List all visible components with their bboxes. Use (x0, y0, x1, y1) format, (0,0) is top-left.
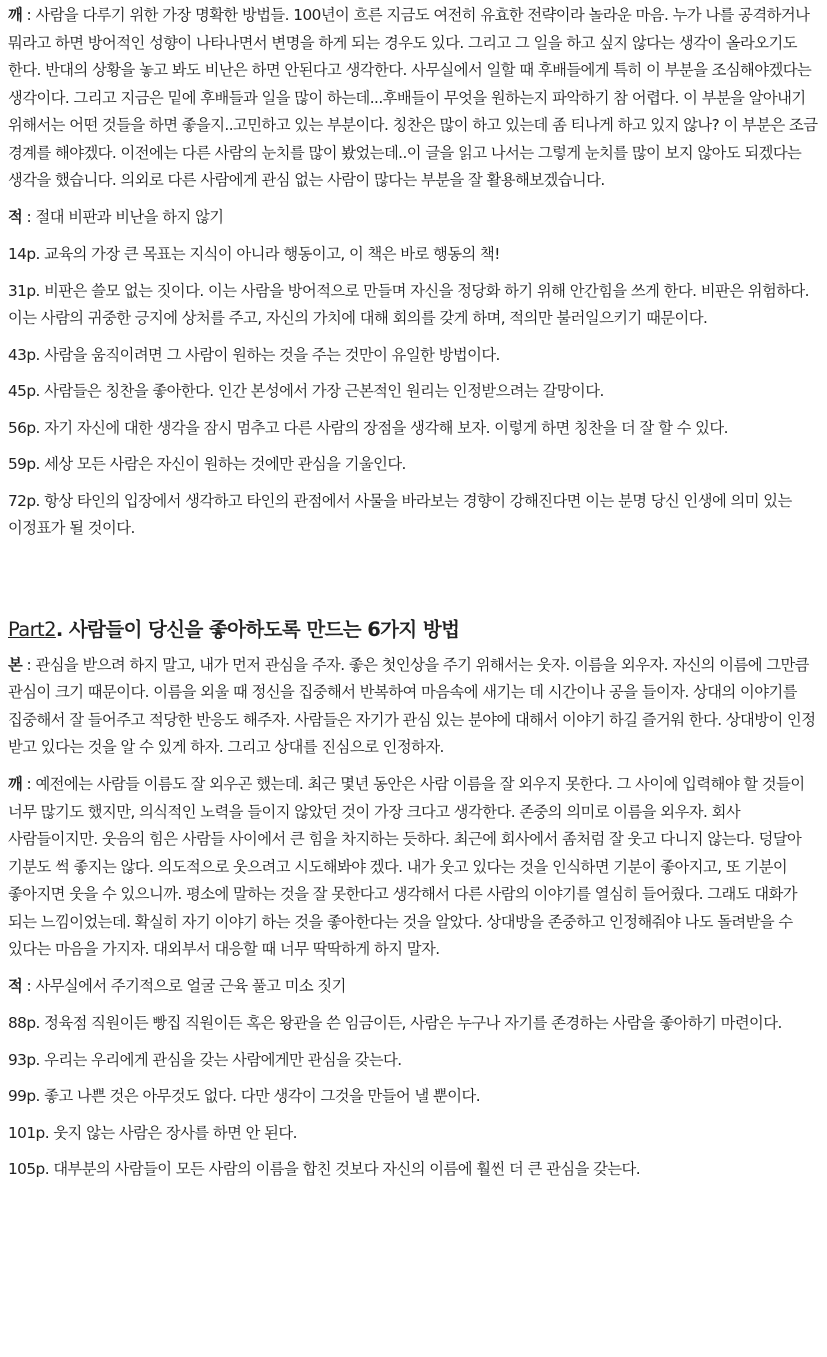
kkae-text: : 예전에는 사람들 이름도 잘 외우곤 했는데. 최근 몇년 동안은 사람 이름을 잘 외우지 못한다. 그 사이에 입력해야 할 것들이 너무 많기도 했지만, 의식적인 노력을 들이지 않았던 것이 가장 크다고 생각한다. 존중의 의미로 이름을 외우자. 회사 사람들이지만. 웃음의 힘은 사람들 사이에서 큰 힘을 차지하는 듯하다. 최근에 회사에서 좀처럼 잘 웃고 다니지 않는다. 덩달아 기분도 썩 좋지는 않다. 의도적으로 웃으려고 시도해봐야 겠다. 내가 웃고 있다는 것을 인식하면 기분이 좋아지고, 또 기분이 좋아지면 웃을 수 있으니까. 평소에 말하는 것을 잘 못한다고 생각해서 다른 사람의 이야기를 열심히 들어줬다. 그래도 대화가 되는 느낌이었는데. 확실히 자기 이야기 하는 것을 좋아한다는 것을 알았다. 상대방을 존중하고 인정해줘야 나도 돌려받을 수 있다는 마음을 가지자. 대외부서 대응할 때 너무 딱딱하게 하지 말자. (8, 775, 805, 958)
quote-101p: 101p. 웃지 않는 사람은 장사를 하면 안 된다. (8, 1123, 297, 1142)
kkae-label: 깨 (8, 775, 23, 793)
quote-45p: 45p. 사람들은 칭찬을 좋아한다. 인간 본성에서 가장 근본적인 원리는 인정받으려는 갈망이다. (8, 382, 604, 400)
kkae-note-part1 (8, 2, 819, 195)
quote-99p: 99p. 좋고 나쁜 것은 아무것도 없다. 다만 생각이 그것을 만들어 낼 뿐이다. (8, 1087, 481, 1105)
quote-72p: 72p. 항상 타인의 입장에서 생각하고 타인의 관점에서 사물을 바라보는 경향이 강해진다면 이는 분명 당신 인생에 의미 있는 이정표가 될 것이다. (8, 491, 792, 537)
jeok-text: : 절대 비판과 비난을 하지 않기 (22, 208, 224, 226)
kkae-label: 깨 (8, 6, 23, 24)
part2-heading-text: . 사람들이 당신을 좋아하도록 만드는 6가지 방법 (55, 617, 460, 641)
section-spacer (8, 552, 819, 604)
jeok-text: : 사무실에서 주기적으로 얼굴 근육 풀고 미소 짓기 (22, 977, 346, 995)
bon-label: 본 (8, 655, 23, 674)
quote-31p: 31p. 비판은 쓸모 없는 짓이다. 이는 사람을 방어적으로 만들며 자신을 정당화 하기 위해 안간힘을 쓰게 한다. 비판은 위험하다. 이는 사람의 귀중한 긍지에 상처를 주고, 자신의 가치에 대해 회의를 갖게 하며, 적의만 불러일으키기 때문이다. (8, 281, 809, 327)
bon-text: : 관심을 받으려 하지 말고, 내가 먼저 관심을 주자. 좋은 첫인상을 주기 위해서는 웃자. 이름을 외우자. 자신의 이름에 그만큼 관심이 크기 때문이다. 이름을 외울 때 정신을 집중해서 반복하여 마음속에 새기는 데 시간이나 공을 들이자. 상대의 이야기를 집중해서 잘 들어주고 적당한 반응도 해주자. 사람들은 자기가 관심 있는 분야에 대해서 이야기 하길 즐거워 한다. 상대방이 인정 받고 있다는 것을 알 수 있게 하자. 그리고 상대를 진심으로 인정하자. (8, 655, 816, 756)
quote-59p: 59p. 세상 모든 사람은 자신이 원하는 것에만 관심을 기울인다. (8, 455, 406, 473)
quote-88p: 88p. 정육점 직원이든 빵집 직원이든 혹은 왕관을 쓴 임금이든, 사람은 누구나 자기를 존경하는 사람을 좋아하기 마련이다. (8, 1014, 782, 1032)
quote-56p: 56p. 자기 자신에 대한 생각을 잠시 멈추고 다른 사람의 장점을 생각해 보자. 이렇게 하면 칭찬을 더 잘 할 수 있다. (8, 418, 728, 437)
quote-14p: 14p. 교육의 가장 큰 목표는 지식이 아니라 행동이고, 이 책은 바로 행동의 책! (8, 245, 500, 263)
jeok-label: 적 (8, 208, 23, 226)
quote-93p: 93p. 우리는 우리에게 관심을 갖는 사람에게만 관심을 갖는다. (8, 1050, 402, 1069)
part2-heading (8, 614, 819, 646)
jeok-note-part2 (8, 973, 819, 1001)
jeok-note-part1 (8, 204, 819, 232)
kkae-note-part2 (8, 771, 819, 964)
quote-105p: 105p. 대부분의 사람들이 모든 사람의 이름을 합친 것보다 자신의 이름에 훨씬 더 큰 관심을 갖는다. (8, 1160, 641, 1178)
kkae-text: : 사람을 다루기 위한 가장 명확한 방법들. 100년이 흐른 지금도 여전히 유효한 전략이라 놀라운 마음. 누가 나를 공격하거나 뭐라고 하면 방어적인 성향이 나타나면서 변명을 하게 되는 경우도 있다. 그리고 그 일을 하고 싶지 않다는 생각이 올라오기도 한다. 반대의 상황을 놓고 봐도 비난은 하면 안된다고 생각한다. 사무실에서 일할 때 후배들에게 특히 이 부분을 조심해야겠다는 생각이다. 그리고 지금은 밑에 후배들과 일을 많이 하는데...후배들이 무엇을 원하는지 파악하기 참 어렵다. 이 부분을 알아내기 위해서는 어떤 것들을 하면 좋을지..고민하고 있는 부분이다. 칭찬은 많이 하고 있는데 좀 티나게 하고 있지 않나? 이 부분은 조금 경계를 해야겠다. 이전에는 다른 사람의 눈치를 많이 봤었는데..이 글을 읽고 나서는 그렇게 눈치를 많이 보지 않아도 되겠다는 생각을 했습니다. 의외로 다른 사람에게 관심 없는 사람이 많다는 부분을 잘 활용해보겠습니다. (8, 6, 818, 189)
quote-43p: 43p. 사람을 움직이려면 그 사람이 원하는 것을 주는 것만이 유일한 방법이다. (8, 345, 500, 364)
part2-heading-link[interactable]: Part2 (8, 617, 56, 641)
jeok-label: 적 (8, 977, 23, 995)
bon-note-part2 (8, 652, 819, 762)
